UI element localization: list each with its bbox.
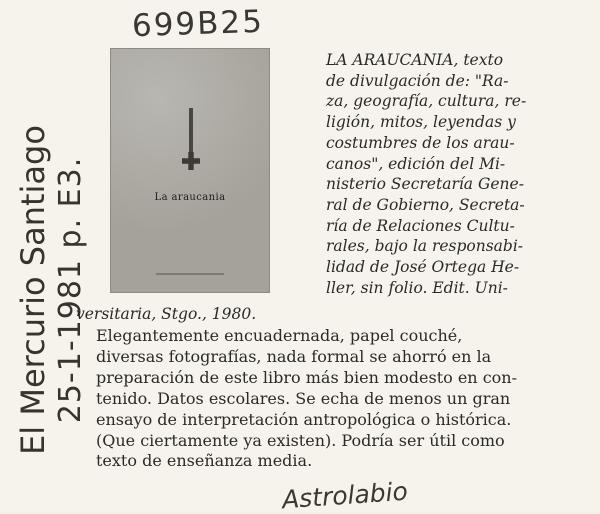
- description-line: canos", edición del Mi-: [326, 154, 506, 173]
- body-line: preparación de este libro más bien modesto en con-: [96, 367, 517, 387]
- handwritten-reference-code: 699B25: [131, 3, 265, 45]
- cover-bottom-line: [156, 273, 224, 275]
- description-line: ligión, mitos, leyendas y: [326, 113, 516, 132]
- ornament-stem: [189, 108, 193, 152]
- description-line: rales, bajo la responsabi-: [326, 237, 524, 256]
- description-line: ral de Gobierno, Secreta-: [326, 195, 525, 214]
- book-description: [326, 50, 588, 298]
- body-line: Elegantemente encuadernada, papel couché,: [96, 326, 463, 345]
- book-cover-photo: [110, 48, 270, 293]
- description-line: lidad de José Ortega He-: [326, 258, 520, 277]
- description-line: costumbres de los arau-: [326, 133, 515, 152]
- body-line: (Que ciertamente ya existen). Podría ser útil como: [96, 430, 505, 450]
- cover-ornament-icon: [182, 108, 200, 178]
- description-line: za, geografía, cultura, re-: [326, 92, 527, 111]
- source-publication: El Mercurio Santiago: [14, 125, 52, 455]
- description-line: ller, sin folio. Edit. Uni-: [326, 278, 508, 297]
- description-line: de divulgación de: "Ra-: [326, 71, 509, 90]
- book-cover-title: La araucania: [154, 192, 226, 203]
- body-line: diversas fotografías, nada formal se ahorró en la: [96, 346, 492, 366]
- ornament-cross-icon: [182, 152, 200, 170]
- body-line: ensayo de interpretación antropológica o histórica.: [96, 409, 512, 429]
- body-line: tenido. Datos escolares. Se echa de menos un gran: [96, 388, 511, 408]
- description-ending: versitaria, Stgo., 1980.: [76, 305, 257, 323]
- review-body: [96, 326, 588, 472]
- handwritten-source-note: [14, 70, 90, 510]
- body-line: texto de enseñanza media.: [96, 451, 313, 471]
- description-line: ría de Relaciones Cultu-: [326, 216, 515, 235]
- description-line: nisterio Secretaría Gene-: [326, 175, 524, 194]
- source-date-page: 25-1-1981 p. E3.: [53, 156, 88, 424]
- handwritten-signature: Astrolabio: [281, 476, 409, 514]
- description-line: LA ARAUCANIA, texto: [326, 51, 504, 69]
